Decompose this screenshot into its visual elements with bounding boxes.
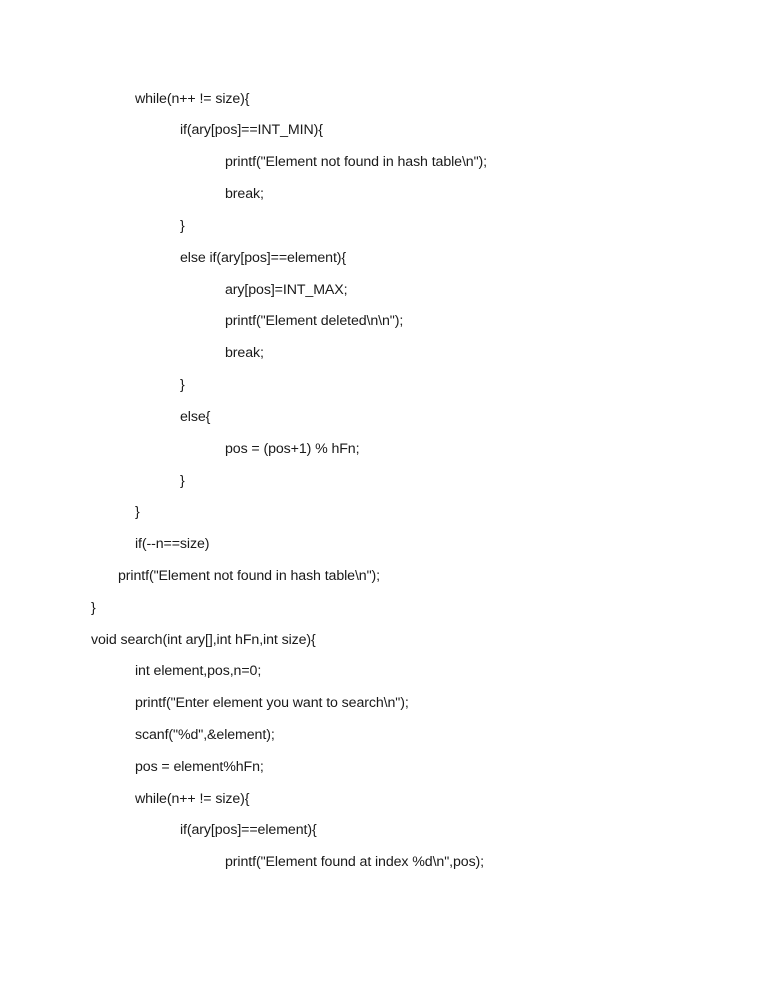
code-line: pos = (pos+1) % hFn; (225, 441, 360, 457)
code-line: if(ary[pos]==INT_MIN){ (180, 122, 323, 138)
code-line: } (135, 504, 140, 520)
code-line: } (180, 473, 185, 489)
code-line: else if(ary[pos]==element){ (180, 250, 347, 266)
code-line: printf("Element found at index %d\n",pos); (225, 854, 485, 870)
code-line: } (180, 377, 185, 393)
code-line: break; (225, 345, 264, 361)
code-line: pos = element%hFn; (135, 759, 264, 775)
code-line: } (91, 600, 96, 616)
code-line: while(n++ != size){ (135, 791, 250, 807)
code-line: else{ (180, 409, 211, 425)
code-line: scanf("%d",&element); (135, 727, 275, 743)
code-line: void search(int ary[],int hFn,int size){ (91, 632, 316, 648)
code-line: while(n++ != size){ (135, 91, 250, 107)
code-line: printf("Element deleted\n\n"); (225, 313, 404, 329)
code-line: int element,pos,n=0; (135, 663, 262, 679)
code-line: printf("Element not found in hash table\n"); (225, 154, 487, 170)
code-line: } (180, 218, 185, 234)
code-line: printf("Enter element you want to search\n"); (135, 695, 409, 711)
code-line: if(--n==size) (135, 536, 210, 552)
code-line: if(ary[pos]==element){ (180, 822, 317, 838)
code-line: printf("Element not found in hash table\n"); (118, 568, 380, 584)
code-line: ary[pos]=INT_MAX; (225, 282, 348, 298)
code-line: break; (225, 186, 264, 202)
